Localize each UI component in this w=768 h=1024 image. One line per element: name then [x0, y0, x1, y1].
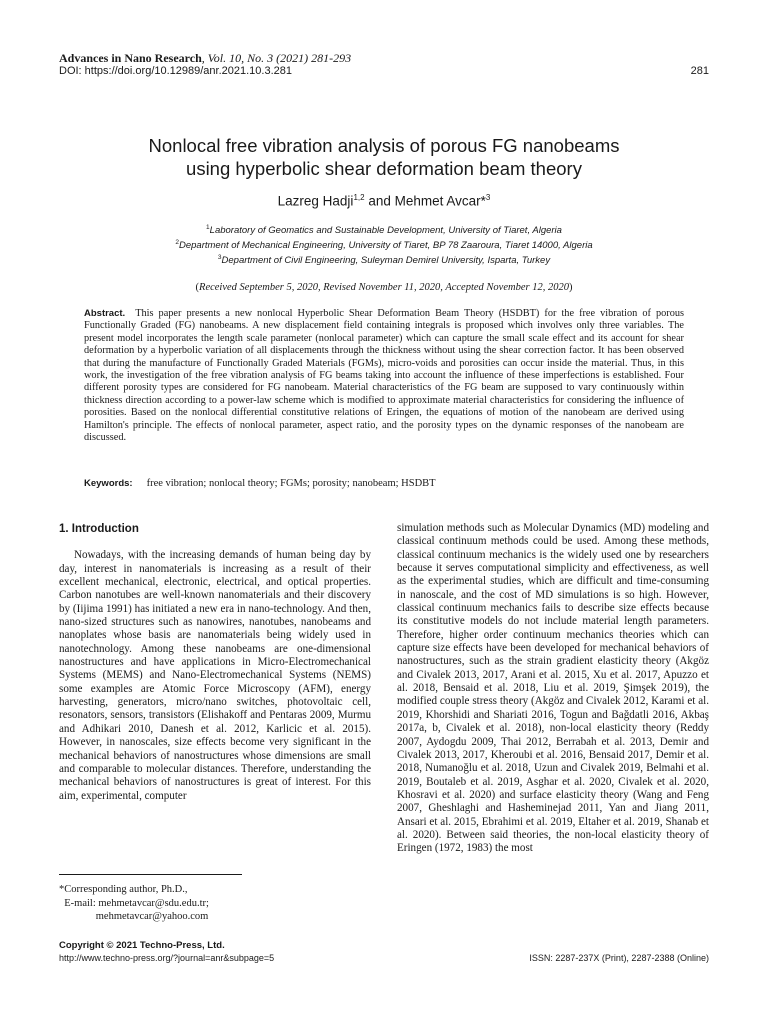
doi-line[interactable]: DOI: https://doi.org/10.12989/anr.2021.10.3.281 [59, 65, 293, 77]
affiliation-2 [60, 237, 708, 252]
footnote-email-1[interactable]: E-mail: mehmetavcar@sdu.edu.tr; [59, 897, 209, 909]
keywords-label: Keywords: [84, 478, 133, 489]
affiliation-list [60, 222, 708, 267]
keywords-text: free vibration; nonlocal theory; FGMs; porosity; nanobeam; HSDBT [146, 478, 436, 489]
journal-volume: , Vol. 10, No. 3 (2021) 281-293 [201, 51, 352, 65]
affiliation-1 [60, 222, 708, 237]
footnote-divider [59, 874, 242, 875]
intro-paragraph-left: Nowadays, with the increasing demands of human being day by day, interest in nanomaterials is increasing as a result of their excellent mechanical, electronic, electrical, and optical properties. Carbon nanotubes are well-known nanomaterials and their discovery by (Iijima 1991) has initiated a new era in nano-technology. And then, nano-sized structures such as nanowires, nanotubes, nanobeams and nanoplates whose basis are nanomaterials being widely used in nanotechnology. Among these nanobeams are one-dimensional nanostructures and have applications in Micro-Electromechanical Systems (MEMS) and Nano-Electromechanical Systems (NEMS) some examples are Atomic Force Microscopy (AFM), energy harvesting, generators, micro/nano switches, photovoltaic cell, resonators, sensors, transistors (Elishakoff and Pentaras 2009, Murmu and Adhikari 2010, Danesh et al. 2012, Karlicic et al. 2015). However, in nanoscales, size effects become very significant in the mechanical behaviors of nanostructures whose dimensions are small and comparable to molecular distances. Therefore, understanding the mechanical behaviors of nanostructures is great of interest. For this aim, experimental, computer [59, 549, 371, 802]
author-connector: and [364, 193, 395, 209]
received-dates [60, 282, 708, 293]
keywords [84, 478, 684, 489]
copyright-notice: Copyright © 2021 Techno-Press, Ltd. [59, 940, 225, 951]
issn: ISSN: 2287-237X (Print), 2287-2388 (Online) [529, 953, 709, 963]
affiliation-1-marker: 1 [206, 224, 210, 231]
affiliation-3-marker: 3 [217, 254, 222, 262]
abstract [84, 308, 684, 444]
author-2-affiliation-marker: 3 [485, 193, 491, 202]
footnote-email-2[interactable]: mehmetavcar@yahoo.com [59, 911, 209, 922]
journal-name: Advances in Nano Research [59, 51, 202, 65]
affiliation-3-text: Department of Civil Engineering, Suleyman Demirel University, Isparta, Turkey [221, 255, 551, 267]
author-1: Lazreg Hadji [277, 193, 354, 209]
page-number: 281 [690, 65, 709, 77]
corresponding-author-footnote [59, 883, 209, 924]
journal-url[interactable]: http://www.techno-press.org/?journal=anr&subpage=5 [59, 953, 275, 963]
received-dates-text: Received September 5, 2020, Revised November 11, 2020, Accepted November 12, 2020 [199, 282, 569, 293]
intro-paragraph-right: simulation methods such as Molecular Dynamics (MD) modeling and classical continuum methods could be used. Among these methods, classical continuum mechanics is the widely used one by researchers because it serves computational simplicity and effectiveness, as well as the experimental studies, which are difficult and time-consuming in nanoscale, and the cost of MD simulations is so high. However, classical continuum mechanics fails to describe size effects because its constitutive models do not include material length parameters. Therefore, higher order continuum mechanics theories which can capture size effects have been developed for mechanical behaviors of nanostructures, such as the strain gradient elasticity theory (Akgöz and Civalek 2013, 2017, Arani et al. 2015, Xu et al. 2017, Apuzzo et al. 2018, Bensaid et al. 2018, Liu et al. 2019, Şimşek 2019), the modified couple stress theory (Akgöz and Civalek 2012, Karami et al. 2019, Khorshidi and Shariati 2016, Togun and Bağdatli 2016, Akbaş 2017a, b, Civalek et al. 2018), non-local elasticity theory (Reddy 2007, Aydogdu 2009, Thai 2012, Berrabah et al. 2013, Demir and Civalek 2013, 2017, Kheroubi et al. 2016, Bensaid 2017, Demir et al. 2018, Numanoğlu et al. 2018, Uzun and Civalek 2019, Belmahi et al. 2019, Boutaleb et al. 2019, Asghar et al. 2020, Civalek et al. 2020, Khosravi et al. 2020) and surface elasticity theory (Wang and Feng 2007, Gheshlaghi and Hasheminejad 2011, Yan and Jiang 2011, Ansari et al. 2015, Ebrahimi et al. 2019, Eltaher et al. 2019, Shanab et al. 2020). Between said theories, the non-local elasticity theory of Eringen (1972, 1983) the most [397, 522, 709, 855]
abstract-text: This paper presents a new nonlocal Hyperbolic Shear Deformation Beam Theory (HSDBT) for the free vibration of porous Functionally Graded (FG) nanobeams. A new displacement field containing integrals is proposed which involves only three variables. The present model incorporates the length scale parameter (nonlocal parameter) which can capture the small scale effect and its account for shear deformation by a hyperbolic variation of all displacements through the thickness without using the shear correction factor. It has been observed that during the manufacture of Functionally Graded Materials (FGMs), micro-voids and porosities can occur inside the material. Thus, in this work, the investigation of the free vibration analysis of FG beams taking into account the influence of these imperfections is established. Four different porosity types are considered for FG nanobeam. Material characteristics of the FG beam are supposed to vary continuously within thickness direction according to a power-law scheme which is modified to approximate material characteristics for considering the influence of porosities. Based on the nonlocal differential constitutive relations of Eringen, the equations of motion of the nanobeam are derived using Hamilton's principle. The effects of nonlocal parameter, aspect ratio, and the porosity types on the dynamic responses of the nanobeam are discussed. [84, 308, 684, 444]
author-1-affiliation-marker: 1,2 [353, 193, 365, 202]
affiliation-3 [60, 252, 708, 267]
paper-title [60, 134, 708, 180]
received-open-paren: ( [195, 282, 200, 293]
author-2: Mehmet Avcar* [394, 193, 486, 209]
journal-citation [59, 51, 351, 65]
paper-title-line-2: using hyperbolic shear deformation beam theory [186, 158, 582, 179]
affiliation-1-text: Laboratory of Geomatics and Sustainable Development, University of Tiaret, Algeria [209, 225, 562, 237]
section-heading: 1. Introduction [59, 523, 139, 535]
affiliation-2-text: Department of Mechanical Engineering, University of Tiaret, BP 78 Zaaroura, Tiaret 14000, Algeria [178, 240, 593, 252]
body-column-right [397, 522, 709, 856]
body-column-left [59, 523, 371, 803]
author-list [60, 193, 708, 209]
paper-title-line-1: Nonlocal free vibration analysis of porous FG nanobeams [148, 135, 620, 156]
received-close-paren: ) [568, 282, 573, 293]
affiliation-2-marker: 2 [175, 239, 179, 247]
footnote-line-1: *Corresponding author, Ph.D., [59, 884, 188, 895]
abstract-label: Abstract. [84, 308, 126, 319]
